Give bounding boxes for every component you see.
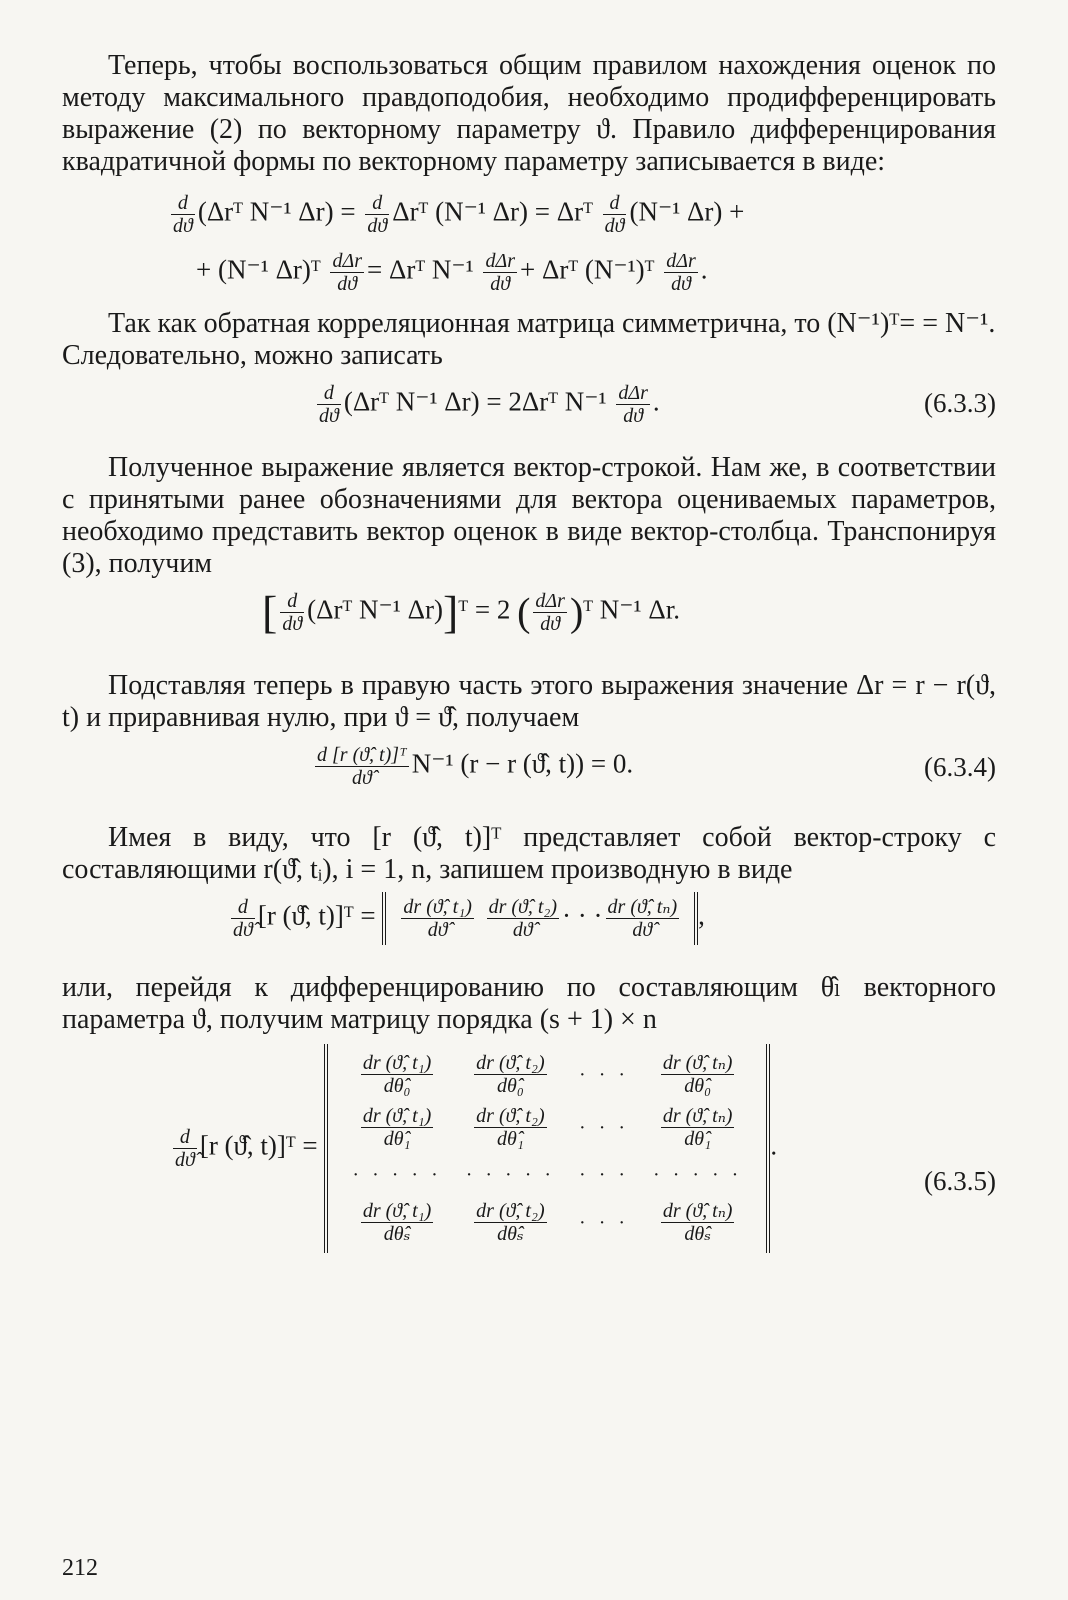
fraction-d-dthetahat: $\frac{d}{dϑ̂}$ [175, 1126, 195, 1171]
left-bracket: [ [262, 586, 278, 638]
matrix-cell: $\frac{\text{dr (ϑ̂, t₂)}}{\text{dθ̂ₛ}}$ [476, 1200, 545, 1245]
eq-t-part-b: ᵀ = 2 [458, 594, 511, 625]
matrix-ellipsis: · · · · · [465, 1164, 556, 1186]
matrix-row-dots [340, 1154, 754, 1196]
matrix-cell: $\frac{\text{dr (ϑ̂, tₙ)}}{\text{dθ̂₁}}$ [662, 1105, 733, 1150]
matrix-ellipsis: · · · · · [653, 1164, 743, 1186]
matrix-ellipsis: · · · [579, 1063, 630, 1086]
fraction-dr-t1: $\frac{\text{dr (ϑ̂, t₁)}}{dϑ̂}$ [403, 896, 472, 941]
page-body [62, 50, 996, 1326]
matrix-cell: $\frac{\text{dr (ϑ̂, tₙ)}}{\text{dθ̂ₛ}}$ [662, 1200, 733, 1245]
equation-6-3-4 [62, 734, 996, 804]
eq1-line2-a: + (N⁻¹ Δr)ᵀ [196, 254, 321, 285]
matrix-cell: $\frac{\text{dr (ϑ̂, t₁)}}{\text{dθ̂ₛ}}$ [362, 1200, 432, 1245]
paragraph-intro: Теперь, чтобы воспользоваться общим правилом нахождения оценок по методу максимального правдоподобия, необходимо продифференцировать выражение (2) по векторному параметру ϑ. Правило дифференцирования квадратичной формы по векторному параметру записывается в виде: [62, 50, 996, 177]
eq-row-part-a: [r (ϑ̂, t)]ᵀ = [257, 900, 376, 931]
paragraph-therefore: Следовательно, можно записать [62, 340, 443, 371]
fraction-ddr-dtheta: $\frac{\text{dΔr}}{dϑ}$ [618, 382, 648, 427]
matrix-ellipsis: · · · [579, 1164, 630, 1186]
fraction-d-dtheta: $\frac{d}{dϑ}$ [319, 382, 339, 427]
fraction-d-dtheta: $\frac{d}{dϑ}$ [173, 192, 193, 237]
matrix-ellipsis: · · · [579, 1116, 630, 1139]
jacobian-matrix [324, 1044, 770, 1253]
equation-row-derivative [62, 886, 996, 962]
equation-number: (6.3.4) [924, 752, 996, 782]
equation-number: (6.3.5) [924, 1166, 996, 1196]
fraction-d-dtheta: $\frac{d}{dϑ}$ [282, 590, 303, 635]
eq1-line2-c: + Δrᵀ (N⁻¹)ᵀ [519, 254, 655, 285]
equation-derivative-rule-line1 [62, 188, 996, 236]
right-paren: ) [569, 589, 584, 635]
fraction-ddr-dtheta: $\frac{\text{dΔr}}{dϑ}$ [666, 250, 696, 295]
eq1-part-b: Δrᵀ (N⁻¹ Δr) = Δrᵀ [392, 196, 593, 227]
matrix-row-1 [340, 1101, 754, 1154]
paragraph-matrix-order: или, перейдя к дифференцированию по составляющим θ̂ₗ векторного параметра ϑ, получим матрицу порядка (s + 1) × n [62, 972, 996, 1035]
fraction-d-dtheta: $\frac{d}{dϑ}$ [367, 192, 388, 237]
eq5-part-a: [r (ϑ̂, t)]ᵀ = [199, 1130, 318, 1161]
paragraph-row-vector: Имея в виду, что [r (ϑ̂, t)]ᵀ представляет собой вектор-строку с составляющими r(ϑ̂, tᵢ), i = 1, n, запишем производную в виде [62, 822, 996, 885]
matrix-ellipsis: · · · [579, 1211, 630, 1234]
eq-row-comma: , [698, 900, 705, 931]
eq4-part-b: N⁻¹ (r − r (ϑ̂, t)) = 0. [411, 748, 634, 779]
fraction-d-dthetahat: $\frac{d}{dϑ̂}$ [233, 896, 253, 941]
paragraph-vector-row: Полученное выражение является вектор-строкой. Нам же, в соответствии с принятыми ранее обозначениями для вектора оцениваемых параметров, необходимо представить вектор оценок в виде вектор-столбца. Транспонируя (3), получим [62, 452, 996, 579]
left-paren: ( [517, 589, 531, 635]
matrix-cell: $\frac{\text{dr (ϑ̂, t₁)}}{\text{dθ̂₀}}$ [362, 1052, 432, 1097]
eq1-part-c: (N⁻¹ Δr) + [629, 196, 745, 227]
fraction-d-r-dthetahat: $\frac{\text{d [r (ϑ̂, t)]ᵀ}}{dϑ̂}$ [317, 744, 407, 789]
equation-number: (6.3.3) [924, 388, 996, 418]
matrix-row-s [340, 1196, 754, 1249]
fraction-ddr-dtheta: $\frac{\text{dΔr}}{dϑ}$ [485, 250, 515, 295]
matrix-cell: $\frac{\text{dr (ϑ̂, t₂)}}{\text{dθ̂₁}}$ [476, 1105, 545, 1150]
matrix-cell: $\frac{\text{dr (ϑ̂, tₙ)}}{\text{dθ̂₀}}$ [662, 1052, 733, 1097]
eq1-line2-b: = Δrᵀ N⁻¹ [366, 254, 474, 285]
eq-t-part-c: ᵀ N⁻¹ Δr. [583, 594, 681, 625]
eq3-period: . [652, 386, 660, 417]
eq-t-part-a: (Δrᵀ N⁻¹ Δr) [307, 594, 443, 625]
matrix-cell: $\frac{\text{dr (ϑ̂, t₁)}}{\text{dθ̂₁}}$ [362, 1105, 432, 1150]
right-bracket: ] [442, 586, 459, 638]
page-number: 212 [62, 1555, 98, 1581]
eq1-part-a: (Δrᵀ N⁻¹ Δr) = [197, 196, 356, 227]
eq3-part-a: (Δrᵀ N⁻¹ Δr) = 2Δrᵀ N⁻¹ [343, 386, 607, 417]
eq5-period: . [770, 1130, 778, 1161]
fraction-dr-tn: $\frac{\text{dr (ϑ̂, tₙ)}}{dϑ̂}$ [607, 896, 678, 941]
equation-6-3-3 [62, 372, 996, 434]
fraction-dr-t2: $\frac{\text{dr (ϑ̂, t₂)}}{dϑ̂}$ [488, 896, 558, 941]
matrix-row-0 [340, 1048, 754, 1101]
equation-transposed [62, 580, 996, 652]
equation-derivative-rule-line2 [62, 246, 996, 298]
row-dots: · · · [562, 900, 603, 931]
fraction-ddr-dtheta: $\frac{\text{dΔr}}{dϑ}$ [332, 250, 362, 295]
row-vector-matrix [382, 892, 698, 945]
fraction-ddr-dtheta: $\frac{\text{dΔr}}{dϑ}$ [535, 590, 565, 635]
matrix-ellipsis: · · · · · [352, 1164, 442, 1186]
eq1-period: . [700, 254, 708, 285]
paragraph-substitute: Подставляя теперь в правую часть этого выражения значение Δr = r − r(ϑ, t) и приравнивая нулю, при ϑ = ϑ̂, получаем [62, 670, 996, 733]
matrix-cell: $\frac{\text{dr (ϑ̂, t₂)}}{\text{dθ̂₀}}$ [476, 1052, 545, 1097]
paragraph-symmetric: Так как обратная корреляционная матрица симметрична, то (N⁻¹)ᵀ= = N⁻¹. [108, 308, 996, 339]
fraction-d-dtheta: $\frac{d}{dϑ}$ [604, 192, 625, 237]
equation-6-3-5 [62, 1036, 996, 1326]
